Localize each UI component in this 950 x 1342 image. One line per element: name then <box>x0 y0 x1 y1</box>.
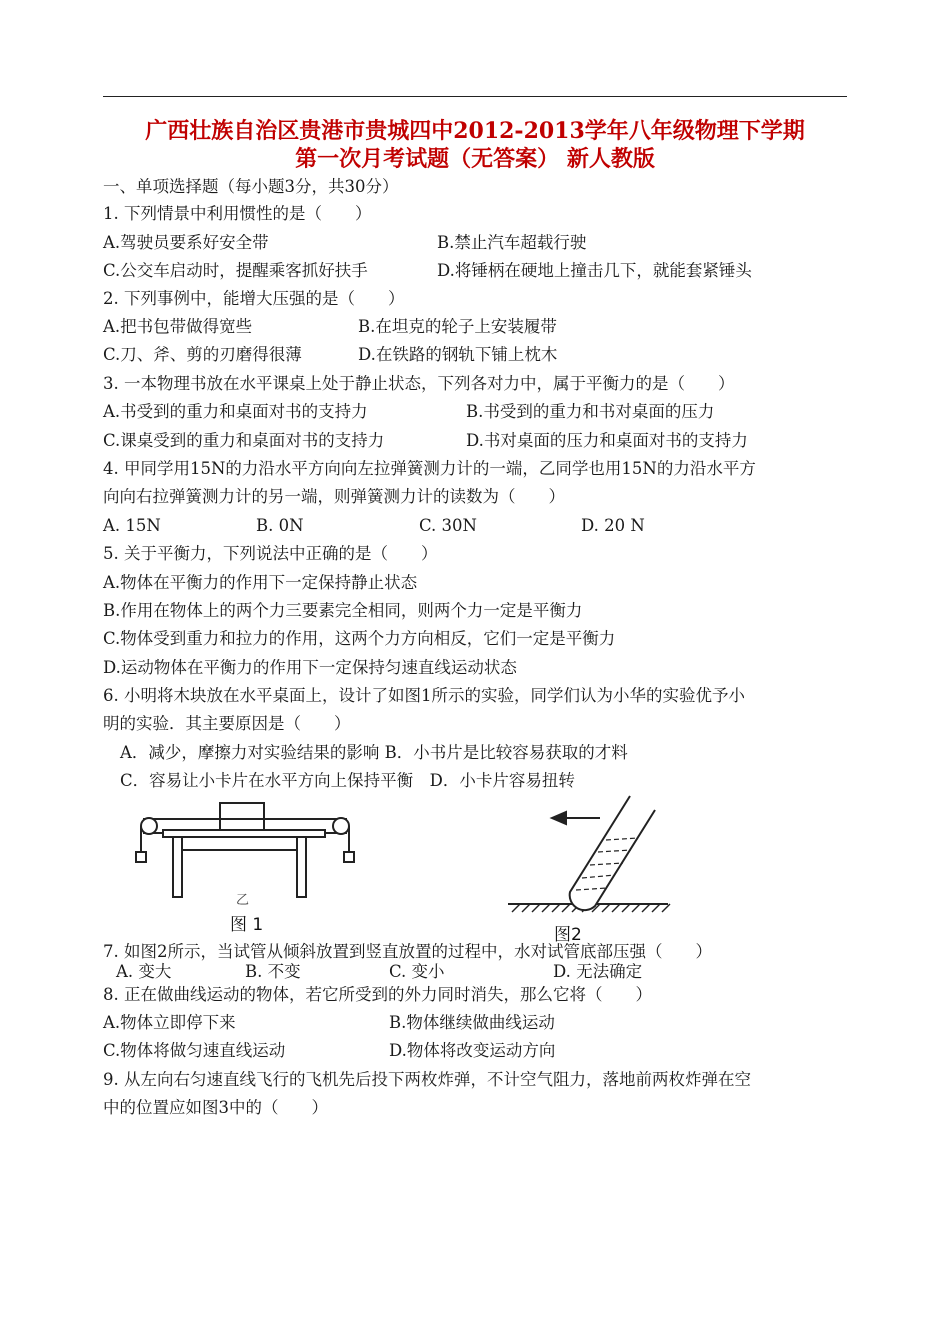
q7-option-a: A. 变大 <box>116 962 172 981</box>
q7-option-d: D. 无法确定 <box>553 962 643 981</box>
q4-option-a: A. 15N <box>103 516 161 535</box>
q6-options-ab: A．减少，摩擦力对实验结果的影响 B．小书片是比较容易获取的才料 <box>120 743 628 762</box>
q3-option-d: D.书对桌面的压力和桌面对书的支持力 <box>466 431 748 450</box>
q8-option-c: C.物体将做匀速直线运动 <box>103 1041 286 1060</box>
q4-stem-line-1: 4. 甲同学用15N的力沿水平方向向左拉弹簧测力计的一端，乙同学也用15N的力沿水平方 <box>103 459 756 478</box>
q5-option-a: A.物体在平衡力的作用下一定保持静止状态 <box>103 573 418 592</box>
q8-option-b: B.物体继续做曲线运动 <box>389 1013 555 1032</box>
figure-1-card <box>220 803 264 830</box>
q1-option-a: A.驾驶员要系好安全带 <box>103 233 269 252</box>
figure-1-weight-right <box>344 852 354 862</box>
q2-option-b: B.在坦克的轮子上安装履带 <box>358 317 557 336</box>
figure-1-diagram <box>125 800 365 935</box>
q2-option-c: C.刀、斧、剪的刃磨得很薄 <box>103 345 302 364</box>
q2-option-d: D.在铁路的钢轨下铺上枕木 <box>358 345 558 364</box>
q5-stem: 5. 关于平衡力，下列说法中正确的是（ ） <box>103 544 438 563</box>
q8-option-d: D.物体将改变运动方向 <box>389 1041 556 1060</box>
figure-2-caption: 图2 <box>554 925 582 942</box>
q1-option-d: D.将锤柄在硬地上撞击几下，就能套紧锤头 <box>437 261 752 280</box>
figure-1-leg-right <box>297 837 306 897</box>
q5-option-c: C.物体受到重力和拉力的作用，这两个力方向相反，它们一定是平衡力 <box>103 629 616 648</box>
figure-1-leg-left <box>173 837 182 897</box>
q4-option-c: C. 30N <box>419 516 477 535</box>
q3-option-a: A.书受到的重力和桌面对书的支持力 <box>103 402 368 421</box>
document-title-line-2: 第一次月考试题（无答案） 新人教版 <box>295 146 655 172</box>
q5-option-b: B.作用在物体上的两个力三要素完全相同，则两个力一定是平衡力 <box>103 601 583 620</box>
figure-1-sub-label: 乙 <box>236 893 250 908</box>
figure-1-pulley-right <box>333 818 349 834</box>
q9-stem-line-2: 中的位置应如图3中的（ ） <box>103 1098 328 1117</box>
q6-stem-line-2: 明的实验．其主要原因是（ ） <box>103 714 351 733</box>
q8-option-a: A.物体立即停下来 <box>103 1013 236 1032</box>
section-heading: 一、单项选择题（每小题3分，共30分） <box>103 177 399 196</box>
q7-stem: 7. 如图2所示，当试管从倾斜放置到竖直放置的过程中，水对试管底部压强（ ） <box>103 942 712 961</box>
q7-option-c: C. 变小 <box>389 962 445 981</box>
q2-stem: 2. 下列事例中，能增大压强的是（ ） <box>103 289 405 308</box>
header-rule <box>103 96 847 97</box>
q3-option-b: B.书受到的重力和书对桌面的压力 <box>466 402 715 421</box>
q6-options-cd: C．容易让小卡片在水平方向上保持平衡 D．小卡片容易扭转 <box>120 771 575 790</box>
q4-option-d: D. 20 N <box>581 516 645 535</box>
q9-stem-line-1: 9. 从左向右匀速直线飞行的飞机先后投下两枚炸弹，不计空气阻力，落地前两枚炸弹在空 <box>103 1070 751 1089</box>
q1-option-b: B.禁止汽车超载行驶 <box>437 233 587 252</box>
figure-1-weight-left <box>136 852 146 862</box>
q6-stem-line-1: 6. 小明将木块放在水平桌面上，设计了如图1所示的实验，同学们认为小华的实验优予小 <box>103 686 745 705</box>
q8-stem: 8. 正在做曲线运动的物体，若它所受到的外力同时消失，那么它将（ ） <box>103 985 652 1004</box>
document-title-line-1: 广西壮族自治区贵港市贵城四中2012-2013学年八年级物理下学期 <box>145 118 805 144</box>
figure-1-caption: 图 1 <box>230 915 264 935</box>
figure-1-tabletop <box>163 830 325 837</box>
q1-stem: 1. 下列情景中利用惯性的是（ ） <box>103 204 372 223</box>
q4-option-b: B. 0N <box>256 516 304 535</box>
q7-option-b: B. 不变 <box>245 962 301 981</box>
q1-option-c: C.公交车启动时，提醒乘客抓好扶手 <box>103 261 368 280</box>
q4-stem-line-2: 向向右拉弹簧测力计的另一端，则弹簧测力计的读数为（ ） <box>103 487 565 506</box>
figure-1-pulley-left <box>141 818 157 834</box>
figure-2-diagram <box>500 792 675 942</box>
q3-option-c: C.课桌受到的重力和桌面对书的支持力 <box>103 431 385 450</box>
q3-stem: 3. 一本物理书放在水平课桌上处于静止状态，下列各对力中，属于平衡力的是（ ） <box>103 374 735 393</box>
q5-option-d: D.运动物体在平衡力的作用下一定保持匀速直线运动状态 <box>103 658 517 677</box>
q2-option-a: A.把书包带做得宽些 <box>103 317 253 336</box>
figure-2-test-tube <box>570 796 655 910</box>
